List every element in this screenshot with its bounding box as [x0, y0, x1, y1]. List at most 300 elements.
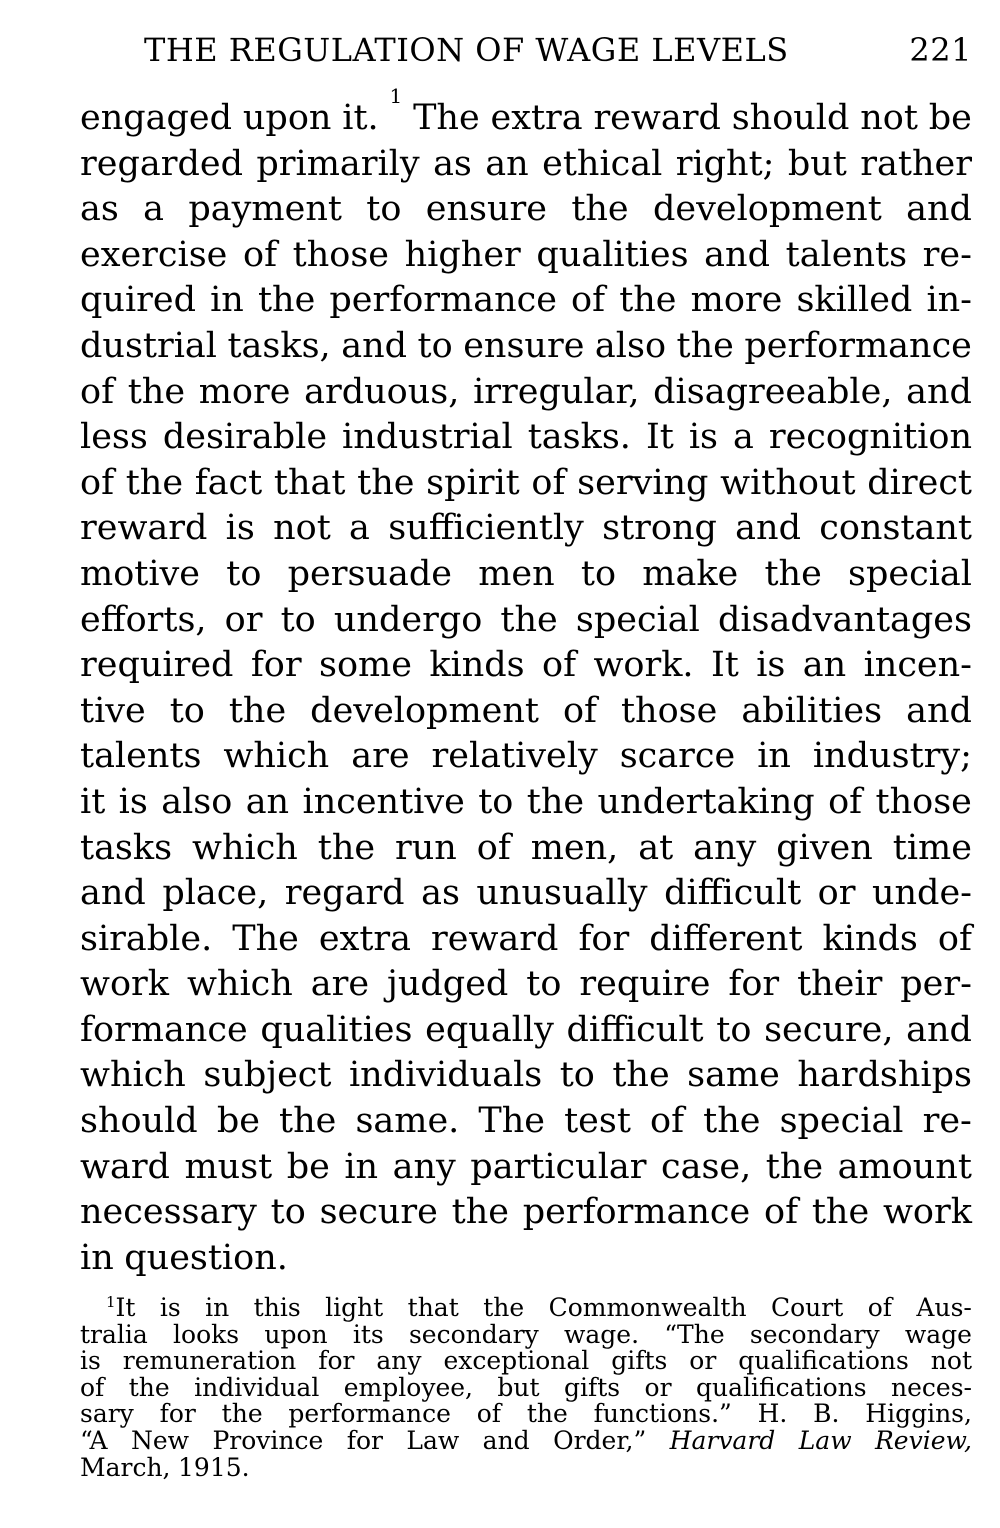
body-word: which: [186, 964, 293, 1005]
body-word: qualities: [260, 1009, 413, 1050]
body-word: amount: [837, 1146, 972, 1187]
body-word: to: [580, 553, 617, 594]
footnote-word: Commonwealth: [548, 1293, 747, 1322]
footnote-word: Order,”: [553, 1425, 647, 1455]
body-word: disadvantages: [717, 599, 972, 640]
body-word: The: [413, 98, 480, 138]
body-word: must: [184, 1146, 273, 1187]
body-word: as: [433, 143, 472, 184]
body-word: but: [787, 143, 847, 184]
body-word: equally: [425, 1009, 554, 1050]
body-word: tasks.: [527, 417, 631, 458]
body-word: which: [223, 736, 330, 777]
body-word: disagreeable,: [653, 371, 893, 412]
body-word: test: [564, 1101, 631, 1142]
body-word: as: [421, 873, 460, 914]
body-line: [80, 324, 972, 370]
body-line: [80, 780, 972, 826]
body-line: [80, 415, 972, 461]
body-word: abilities: [741, 690, 883, 731]
body-line: [80, 552, 972, 598]
footnote-word: Aus-: [916, 1293, 972, 1322]
body-word: talents: [80, 736, 202, 777]
body-word: per-: [900, 964, 972, 1005]
body-word: an: [485, 143, 529, 184]
body-word: extra: [490, 98, 583, 138]
body-word: ensure: [463, 325, 585, 366]
body-word: it.: [342, 98, 379, 138]
book-page: [80, 0, 972, 1528]
body-word: a: [143, 189, 165, 230]
body-line: [80, 187, 972, 233]
body-word: hardships: [797, 1055, 972, 1096]
body-word: same.: [355, 1101, 460, 1142]
body-word: or: [224, 599, 263, 640]
footnote-word: March,: [80, 1452, 171, 1482]
body-word: performance: [522, 1192, 751, 1233]
body-word: is: [225, 508, 255, 549]
body-word: to: [366, 189, 402, 230]
body-word: their: [797, 964, 883, 1005]
body-word: of: [571, 280, 606, 321]
body-word: in: [344, 1146, 379, 1187]
body-word: men: [478, 553, 555, 594]
body-word: and: [906, 189, 972, 230]
body-line: [80, 689, 972, 735]
footnote-line: [80, 1348, 972, 1375]
body-word: in-: [926, 280, 972, 321]
body-word: to: [280, 599, 316, 640]
body-word: to: [478, 781, 514, 822]
footnote-word: Harvard: [669, 1425, 776, 1455]
footnote-word: not: [930, 1346, 972, 1376]
body-word: less: [80, 417, 148, 458]
body-word: work: [80, 964, 169, 1005]
body-word: the: [257, 280, 316, 321]
body-word: without: [720, 462, 856, 503]
body-word: re-: [922, 1101, 972, 1142]
body-word: in: [210, 280, 244, 321]
body-word: development: [653, 189, 882, 230]
body-word: recognition: [768, 417, 972, 458]
body-line: [80, 278, 972, 324]
body-word: tive: [80, 690, 146, 731]
body-word: of: [650, 1101, 685, 1142]
body-word: of: [542, 645, 577, 686]
body-word: It: [645, 417, 674, 458]
footnote-word: of: [476, 1399, 502, 1429]
body-word: that: [273, 462, 346, 503]
body-word: more: [198, 371, 291, 412]
footnote-word: any: [376, 1346, 422, 1376]
body-word: industrial: [342, 417, 513, 458]
body-word: right;: [675, 143, 775, 184]
footnote-word: this: [253, 1293, 301, 1322]
body-word: should: [731, 98, 850, 138]
body-word: fact: [194, 462, 263, 503]
footnote-word: the: [128, 1372, 170, 1402]
body-word: which: [80, 1055, 186, 1096]
body-word: unde-: [871, 873, 972, 914]
body-word: for: [578, 918, 630, 959]
body-word: those: [620, 690, 718, 731]
body-line: [80, 506, 972, 552]
footnote-word: that: [407, 1293, 459, 1322]
body-word: individuals: [348, 1055, 543, 1096]
body-word: the: [571, 189, 629, 230]
body-word: the: [279, 1101, 337, 1142]
body-word: be: [928, 98, 972, 138]
body-word: of: [828, 781, 863, 822]
body-word: for: [250, 645, 302, 686]
body-word: difficult: [664, 873, 802, 914]
footnote-word: gifts: [563, 1372, 621, 1402]
body-word: the: [811, 1192, 870, 1233]
footnote: [80, 1295, 972, 1481]
body-word: the: [317, 827, 376, 868]
body-line: [80, 1145, 972, 1191]
body-word: of: [764, 1192, 799, 1233]
body-word: performance: [744, 325, 972, 366]
body-line: [80, 871, 972, 917]
body-word: tasks,: [227, 325, 331, 366]
body-word: of: [80, 462, 115, 503]
body-word: those: [875, 781, 972, 822]
footnote-word: secondary: [749, 1319, 880, 1349]
footnote-word: of: [867, 1293, 892, 1322]
body-word: the: [676, 325, 734, 366]
body-word: scarce: [619, 736, 736, 777]
body-line: [80, 826, 972, 872]
body-word: It: [710, 645, 739, 686]
body-word: some: [318, 645, 412, 686]
footnote-word: New: [131, 1425, 190, 1455]
body-word: those: [292, 234, 390, 275]
body-word: the: [357, 462, 415, 503]
body-word: to: [559, 1055, 595, 1096]
body-word: of: [562, 690, 597, 731]
footnote-word: is: [159, 1293, 181, 1322]
footnote-word: Province: [212, 1425, 324, 1455]
body-word: is: [688, 417, 718, 458]
footnote-word: is: [80, 1346, 101, 1376]
body-word: ensure: [425, 189, 547, 230]
footnote-word: of: [80, 1372, 105, 1402]
body-word: The: [478, 1101, 546, 1142]
body-word: engaged: [80, 98, 233, 138]
body-word: regarded: [80, 143, 243, 184]
body-word: kinds: [429, 645, 525, 686]
body-word: as: [80, 189, 119, 230]
body-word: any: [392, 1146, 456, 1187]
footnote-line: [80, 1372, 972, 1402]
footnote-word: but: [497, 1372, 540, 1402]
body-word: an: [245, 781, 290, 822]
body-word: of: [937, 918, 972, 959]
body-word: spirit: [426, 462, 520, 503]
body-word: industry;: [812, 736, 972, 777]
body-word: for: [728, 964, 780, 1005]
footnote-word: and: [482, 1425, 530, 1455]
footnote-word: looks: [173, 1319, 240, 1349]
body-word: primarily: [256, 143, 420, 184]
footnote-word: for: [159, 1399, 196, 1429]
body-word: reward: [431, 918, 559, 959]
footnote-word: its: [352, 1319, 384, 1349]
body-word: and: [906, 371, 972, 412]
body-line: [80, 917, 972, 963]
body-line: [80, 598, 972, 644]
footnote-word: or: [689, 1346, 717, 1376]
body-word: arduous,: [304, 371, 460, 412]
body-word: or: [817, 873, 856, 914]
footnote-line: [80, 1295, 972, 1322]
footnote-word: neces-: [891, 1372, 972, 1402]
footnote-word: Review,: [874, 1425, 972, 1455]
footnote-line: [80, 1401, 972, 1428]
body-word: formance: [80, 1009, 248, 1050]
body-word: quired: [80, 280, 196, 321]
body-word: secure,: [764, 1009, 894, 1050]
body-word: work.: [593, 645, 694, 686]
footnote-word: Law: [798, 1425, 852, 1455]
body-word: and: [341, 325, 408, 366]
body-line: [80, 142, 972, 188]
footnote-word: wage: [904, 1319, 972, 1349]
body-word: rather: [860, 143, 972, 184]
footnote-marker: 1: [106, 1293, 116, 1311]
body-word: should: [80, 1101, 198, 1142]
body-word: be: [286, 1146, 330, 1187]
footnote-word: for: [318, 1346, 355, 1376]
footnote-word: performance: [288, 1399, 451, 1429]
body-line: [80, 1236, 972, 1282]
body-word: kinds: [822, 918, 918, 959]
body-word: extra: [318, 918, 411, 959]
body-word: in: [757, 736, 791, 777]
footnote-word: remuneration: [122, 1346, 297, 1376]
body-word: undergo: [333, 599, 483, 640]
body-word: to: [270, 1192, 306, 1233]
body-word: development: [310, 690, 539, 731]
body-word: the: [526, 781, 585, 822]
body-word: sufficiently: [388, 508, 584, 549]
body-word: the: [612, 1055, 670, 1096]
footnote-reference: 1: [389, 84, 403, 108]
footnote-word: Law: [406, 1425, 460, 1455]
body-line: [80, 643, 972, 689]
footnote-line: [80, 1319, 972, 1349]
body-word: work: [882, 1192, 972, 1233]
body-word: incen-: [863, 645, 972, 686]
body-word: The: [232, 918, 299, 959]
body-word: of: [80, 371, 115, 412]
footnote-word: the: [526, 1399, 568, 1429]
body-line: [80, 370, 972, 416]
body-word: regard: [284, 873, 405, 914]
body-word: sirable.: [80, 918, 213, 959]
body-word: reward: [593, 98, 721, 138]
body-word: the: [228, 690, 287, 731]
body-word: an: [802, 645, 847, 686]
body-line: [80, 962, 972, 1008]
body-word: to: [716, 1009, 752, 1050]
body-word: ward: [80, 1146, 170, 1187]
footnote-word: H.: [757, 1399, 788, 1429]
body-line: [80, 1099, 972, 1145]
body-word: case,: [661, 1146, 752, 1187]
body-word: required: [80, 645, 234, 686]
body-word: tasks: [80, 827, 173, 868]
body-word: and: [80, 873, 146, 914]
page-number: 221: [909, 31, 972, 69]
footnote-word: in: [205, 1293, 230, 1322]
body-word: talents: [785, 234, 908, 275]
body-word: it: [80, 781, 106, 822]
body-word: in: [80, 1237, 114, 1278]
body-word: incentive: [302, 781, 465, 822]
body-word: also: [594, 325, 667, 366]
body-word: require: [579, 964, 711, 1005]
footnote-word: secondary: [408, 1319, 539, 1349]
footnote-word: Higgins,: [865, 1399, 972, 1429]
body-word: different: [649, 918, 803, 959]
body-word: subject: [203, 1055, 332, 1096]
body-word: and: [735, 508, 801, 549]
body-word: and: [906, 690, 972, 731]
body-word: is: [756, 645, 786, 686]
body-word: payment: [188, 189, 342, 230]
body-word: qualities: [536, 234, 689, 275]
footnote-word: light: [325, 1293, 384, 1322]
body-word: the: [765, 1146, 824, 1187]
body-line: [80, 84, 972, 142]
footnote-word: 1915.: [178, 1452, 250, 1482]
footnote-word: or: [644, 1372, 672, 1402]
body-word: the: [125, 462, 184, 503]
body-word: skilled: [796, 280, 913, 321]
body-word: irregular,: [473, 371, 640, 412]
body-word: efforts,: [80, 599, 207, 640]
body-word: unusually: [476, 873, 648, 914]
footnote-word: “The: [664, 1319, 725, 1349]
footnote-word: gifts: [611, 1346, 668, 1376]
body-word: difficult: [566, 1009, 704, 1050]
body-word: place,: [162, 873, 269, 914]
body-word: and: [704, 234, 770, 275]
footnote-word: tralia: [80, 1319, 148, 1349]
body-word: desirable: [162, 417, 328, 458]
body-word: more: [690, 280, 783, 321]
body-word: are: [351, 736, 410, 777]
body-word: to: [526, 964, 562, 1005]
body-word: necessary: [80, 1192, 257, 1233]
body-word: the: [451, 1192, 509, 1233]
footnote-word: upon: [264, 1319, 328, 1349]
body-line: [80, 461, 972, 507]
footnote-word: It: [115, 1293, 136, 1322]
body-word: particular: [470, 1146, 647, 1187]
body-word: question.: [124, 1237, 288, 1278]
body-line: [80, 1008, 972, 1054]
body-word: special: [779, 1101, 904, 1142]
body-line: [80, 734, 972, 780]
footnote-word: employee,: [343, 1372, 473, 1402]
body-word: reward: [80, 508, 208, 549]
body-word: make: [642, 553, 739, 594]
body-word: re-: [922, 234, 972, 275]
body-word: persuade: [287, 553, 452, 594]
body-word: not: [273, 508, 331, 549]
footnote-word: for: [346, 1425, 383, 1455]
body-word: to: [169, 690, 205, 731]
body-word: a: [349, 508, 370, 549]
body-word: time: [892, 827, 972, 868]
body-word: the: [500, 599, 558, 640]
body-word: is: [118, 781, 148, 822]
body-word: judged: [387, 964, 509, 1005]
body-text: [80, 84, 972, 1281]
body-word: upon: [242, 98, 332, 138]
body-word: the: [127, 371, 186, 412]
body-word: be: [216, 1101, 260, 1142]
body-word: the: [764, 553, 822, 594]
body-word: men,: [530, 827, 619, 868]
footnote-first-word: [106, 1295, 135, 1322]
footnote-word: individual: [194, 1372, 320, 1402]
body-word: undertaking: [597, 781, 815, 822]
body-word: to: [417, 325, 453, 366]
footnote-word: the: [221, 1399, 263, 1429]
body-word: and: [906, 1009, 972, 1050]
body-line: [80, 1053, 972, 1099]
body-word: same: [687, 1055, 780, 1096]
footnote-word: the: [483, 1293, 525, 1322]
body-word: constant: [819, 508, 972, 549]
body-word: run: [395, 827, 457, 868]
body-word: a: [732, 417, 754, 458]
body-word: to: [226, 553, 262, 594]
body-word: strong: [602, 508, 717, 549]
body-word: ethical: [542, 143, 663, 184]
footnote-word: wage.: [563, 1319, 640, 1349]
footnote-word: “A: [80, 1425, 108, 1455]
running-head-title: THE REGULATION OF WAGE LEVELS: [144, 31, 789, 69]
body-word: the: [619, 280, 677, 321]
body-word: serving: [577, 462, 709, 503]
body-word: not: [860, 98, 918, 138]
footnote-word: Court: [770, 1293, 844, 1322]
running-head: [144, 28, 972, 72]
footnote-word: qualifications: [695, 1372, 867, 1402]
body-word: at: [638, 827, 674, 868]
body-word: of: [476, 827, 511, 868]
body-word: special: [575, 599, 700, 640]
body-word: performance: [329, 280, 557, 321]
footnote-word: B.: [813, 1399, 840, 1429]
body-word: any: [693, 827, 757, 868]
body-word: of: [531, 462, 566, 503]
body-word: special: [848, 553, 972, 594]
body-word: of: [243, 234, 278, 275]
footnote-word: functions.”: [593, 1399, 732, 1429]
body-word: the: [703, 1101, 761, 1142]
body-line: [80, 233, 972, 279]
body-line: [80, 1190, 972, 1236]
body-word: dustrial: [80, 325, 217, 366]
body-word: secure: [319, 1192, 438, 1233]
footnote-line: [80, 1425, 972, 1455]
